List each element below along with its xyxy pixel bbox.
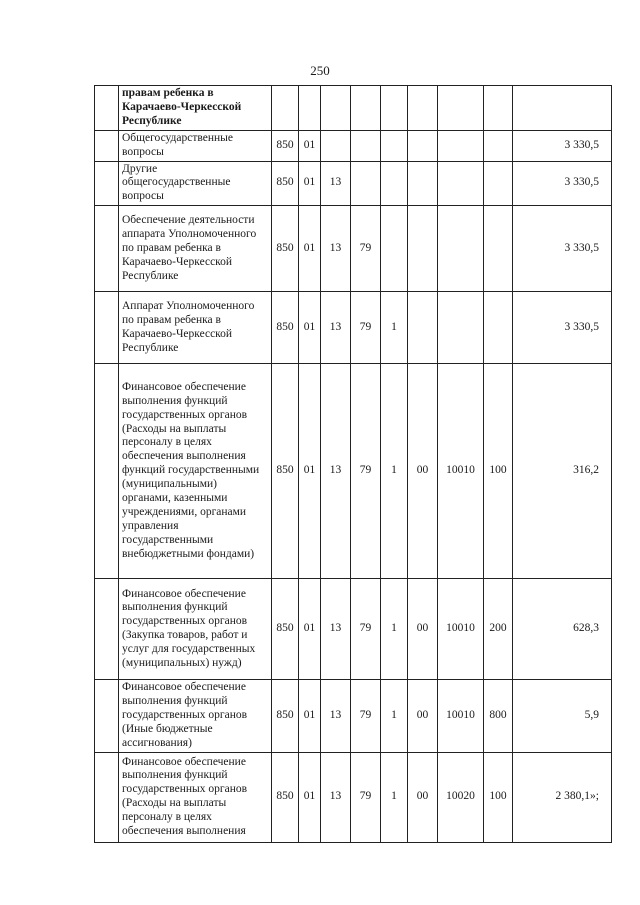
row-gr-code: 850 [272,752,299,842]
row-sum [513,86,612,131]
row-cs-subprogram: 1 [381,752,408,842]
row-cs-subprogram: 1 [381,579,408,680]
row-rz-code: 01 [299,680,321,753]
row-cs-subprogram [381,161,408,206]
row-pr-code: 13 [321,752,351,842]
row-sum: 2 380,1»; [513,752,612,842]
row-name: Аппарат Уполномоченного по правам ребенка в Карачаево-Черкесской Республике [119,292,272,364]
row-cs-program: 79 [351,752,381,842]
table-row [95,161,612,206]
row-cs-subprogram: 1 [381,680,408,753]
budget-table [94,85,612,843]
row-name: Финансовое обеспечение выполнения функций государственных органов (Расходы на выплаты персоналу в целях обеспечения выполнения функций государственными (муниципальными) органами, казенными учреждениями, органами управления государственными внебюджетными фондами) [119,364,272,579]
row-name: Обеспечение деятельности аппарата Уполномоченного по правам ребенка в Карачаево-Черкесской Республике [119,206,272,292]
row-rz-code [299,86,321,131]
page-number: 250 [310,63,330,78]
row-pr-code [321,86,351,131]
row-name: правам ребенка в Карачаево-Черкесской Республике [119,86,272,131]
row-vr-code [484,161,513,206]
row-name: Общегосударственные вопросы [119,130,272,161]
row-sum: 628,3 [513,579,612,680]
row-cs-direction [408,161,438,206]
row-blank-cell [95,292,119,364]
row-cs-program [351,86,381,131]
row-name: Другие общегосударственные вопросы [119,161,272,206]
row-gr-code: 850 [272,161,299,206]
row-cs-code: 10010 [438,579,484,680]
table-row [95,680,612,753]
row-sum: 3 330,5 [513,206,612,292]
row-blank-cell [95,680,119,753]
row-vr-code [484,206,513,292]
row-gr-code: 850 [272,292,299,364]
table-row [95,86,612,131]
row-cs-direction: 00 [408,364,438,579]
row-gr-code [272,86,299,131]
row-cs-program: 79 [351,364,381,579]
row-sum: 3 330,5 [513,130,612,161]
row-cs-direction: 00 [408,579,438,680]
row-blank-cell [95,364,119,579]
row-name: Финансовое обеспечение выполнения функций государственных органов (Иные бюджетные ассигнования) [119,680,272,753]
row-cs-direction: 00 [408,752,438,842]
row-blank-cell [95,161,119,206]
row-sum: 3 330,5 [513,292,612,364]
row-rz-code: 01 [299,752,321,842]
row-name: Финансовое обеспечение выполнения функций государственных органов (Расходы на выплаты персоналу в целях обеспечения выполнения [119,752,272,842]
table-row [95,752,612,842]
row-cs-code: 10010 [438,680,484,753]
row-blank-cell [95,579,119,680]
row-pr-code: 13 [321,364,351,579]
row-cs-direction [408,206,438,292]
row-cs-program: 79 [351,579,381,680]
table-row [95,364,612,579]
table-row [95,206,612,292]
table-row [95,292,612,364]
row-cs-program: 79 [351,680,381,753]
row-vr-code: 100 [484,364,513,579]
row-gr-code: 850 [272,130,299,161]
row-gr-code: 850 [272,364,299,579]
row-pr-code [321,130,351,161]
row-sum: 5,9 [513,680,612,753]
row-cs-code [438,86,484,131]
row-rz-code: 01 [299,364,321,579]
row-pr-code: 13 [321,292,351,364]
row-rz-code: 01 [299,130,321,161]
row-pr-code: 13 [321,680,351,753]
row-rz-code: 01 [299,161,321,206]
row-cs-program [351,161,381,206]
row-rz-code: 01 [299,206,321,292]
row-cs-direction: 00 [408,680,438,753]
row-vr-code: 800 [484,680,513,753]
row-cs-code [438,161,484,206]
row-vr-code [484,130,513,161]
row-pr-code: 13 [321,579,351,680]
row-rz-code: 01 [299,292,321,364]
row-pr-code: 13 [321,206,351,292]
row-sum: 316,2 [513,364,612,579]
row-blank-cell [95,130,119,161]
row-gr-code: 850 [272,206,299,292]
row-vr-code: 200 [484,579,513,680]
row-name: Финансовое обеспечение выполнения функций государственных органов (Закупка товаров, работ и услуг для государственных (муниципальных) нужд) [119,579,272,680]
row-vr-code: 100 [484,752,513,842]
row-cs-program [351,130,381,161]
row-pr-code: 13 [321,161,351,206]
table-row [95,130,612,161]
row-cs-code [438,206,484,292]
row-blank-cell [95,752,119,842]
row-cs-program: 79 [351,292,381,364]
row-vr-code [484,292,513,364]
table-body [95,86,612,843]
row-cs-code: 10010 [438,364,484,579]
row-blank-cell [95,206,119,292]
row-cs-subprogram [381,206,408,292]
row-vr-code [484,86,513,131]
row-cs-subprogram [381,130,408,161]
row-cs-subprogram: 1 [381,364,408,579]
row-cs-code: 10020 [438,752,484,842]
row-gr-code: 850 [272,579,299,680]
row-cs-program: 79 [351,206,381,292]
row-cs-code [438,292,484,364]
row-blank-cell [95,86,119,131]
row-gr-code: 850 [272,680,299,753]
row-cs-subprogram [381,86,408,131]
table-row [95,579,612,680]
row-cs-direction [408,130,438,161]
row-cs-code [438,130,484,161]
row-rz-code: 01 [299,579,321,680]
row-sum: 3 330,5 [513,161,612,206]
row-cs-direction [408,86,438,131]
row-cs-subprogram: 1 [381,292,408,364]
row-cs-direction [408,292,438,364]
